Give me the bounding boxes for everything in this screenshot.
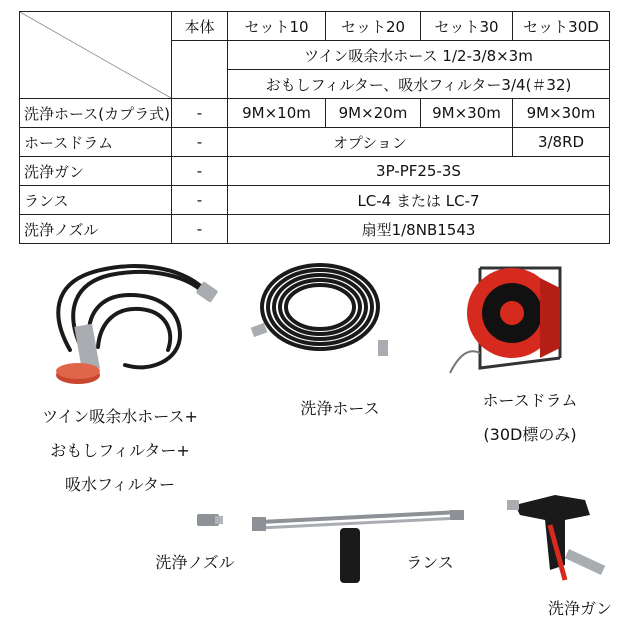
header-body: 本体 bbox=[172, 12, 228, 41]
cell-span: オプション bbox=[228, 128, 513, 157]
row-body: - bbox=[172, 99, 228, 128]
wash-hose-image bbox=[250, 255, 400, 370]
caption-suction-2: おもしフィルター+ bbox=[50, 441, 190, 460]
row-label: 洗浄ホース(カプラ式) bbox=[20, 99, 172, 128]
nozzle-image bbox=[195, 510, 225, 530]
row-label: 洗浄ガン bbox=[20, 157, 172, 186]
row-body: - bbox=[172, 128, 228, 157]
header-set30d: セット30D bbox=[513, 12, 610, 41]
caption-drum-1: ホースドラム bbox=[482, 391, 578, 410]
included-line1: ツイン吸余水ホース 1/2-3/8×3m bbox=[228, 41, 610, 70]
row-lance bbox=[20, 186, 610, 215]
caption-nozzle: 洗浄ノズル bbox=[155, 553, 235, 572]
header-set30: セット30 bbox=[421, 12, 513, 41]
caption-gun: 洗浄ガン bbox=[547, 599, 612, 618]
row-nozzle bbox=[20, 215, 610, 244]
row-hose-drum bbox=[20, 128, 610, 157]
cell: 9M×10m bbox=[228, 99, 326, 128]
hose-drum-image bbox=[440, 258, 580, 388]
row-label: ホースドラム bbox=[20, 128, 172, 157]
corner-cell bbox=[20, 12, 172, 99]
suction-hose-image bbox=[30, 255, 220, 395]
caption-lance: ランス bbox=[406, 553, 454, 572]
row-wash-hose bbox=[20, 99, 610, 128]
caption-suction-1: ツイン吸余水ホース+ bbox=[42, 407, 198, 426]
header-row bbox=[20, 12, 610, 41]
header-set10: セット10 bbox=[228, 12, 326, 41]
included-line2: おもしフィルター、吸水フィルター3/4(＃32) bbox=[228, 70, 610, 99]
cell-span: 3P-PF25-3S bbox=[228, 157, 610, 186]
cell: 9M×20m bbox=[326, 99, 421, 128]
cell-span: LC-4 または LC-7 bbox=[228, 186, 610, 215]
row-body: - bbox=[172, 186, 228, 215]
diagonal-line bbox=[20, 12, 171, 98]
included-body-cell bbox=[172, 41, 228, 99]
cell-span: 扇型1/8NB1543 bbox=[228, 215, 610, 244]
row-gun bbox=[20, 157, 610, 186]
spec-table bbox=[19, 11, 610, 244]
cell: 9M×30m bbox=[421, 99, 513, 128]
row-body: - bbox=[172, 157, 228, 186]
row-label: 洗浄ノズル bbox=[20, 215, 172, 244]
caption-wash-hose: 洗浄ホース bbox=[300, 399, 380, 418]
cell: 9M×30m bbox=[513, 99, 610, 128]
row-label: ランス bbox=[20, 186, 172, 215]
header-set20: セット20 bbox=[326, 12, 421, 41]
caption-suction-3: 吸水フィルター bbox=[64, 475, 176, 494]
caption-drum-2: (30D標のみ) bbox=[483, 425, 577, 444]
row-body: - bbox=[172, 215, 228, 244]
gun-image bbox=[505, 485, 625, 585]
cell: 3/8RD bbox=[513, 128, 610, 157]
